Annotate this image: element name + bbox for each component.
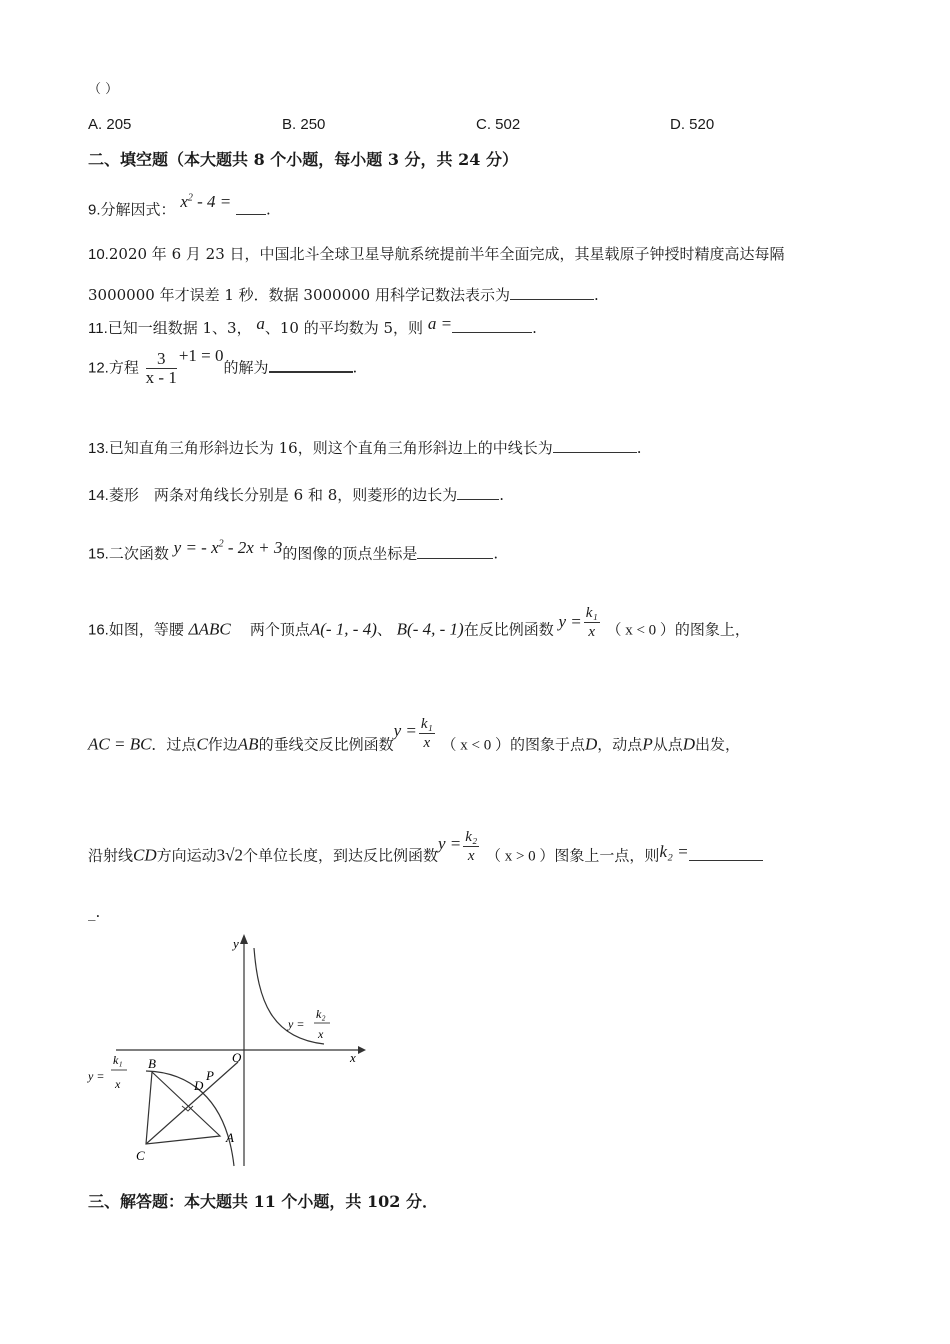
x-axis-arrow xyxy=(358,1046,366,1054)
question-16-line1: 16.如图，等腰 ΔABC 两个顶点A(- 1, - 4)、 B(- 4, - 1)在反比例函数 y = $\frac{\text{k₁}}{x}$ （ x < 0 ）的图象上， xyxy=(88,605,750,640)
fn-left-y: y = xyxy=(88,1069,105,1083)
fn-left-den: x xyxy=(115,1077,121,1091)
hyperbola-k1 xyxy=(146,1071,234,1166)
question-11: 11.已知一组数据 1、3， a、10 的平均数为 5，则 a = . xyxy=(88,314,537,337)
question-10: 10.2020 年 6 月 23 日，中国北斗全球卫星导航系统提前半年全面完成，其星载原子钟授时精度高达每隔 xyxy=(88,245,785,263)
q8-answer-bracket: （ ） xyxy=(88,82,119,97)
question-16-line3: 沿射线CD方向运动3√2个单位长度，到达反比例函数y = $\frac{\text{k₂}}{x}$ （ x > 0 ）图象上一点，则k₂ = xyxy=(88,838,763,875)
fn-left-num: k₁ xyxy=(113,1053,123,1067)
question-14: 14.菱形 两条对角线长分别是 6 和 8，则菱形的边长为 . xyxy=(88,483,504,506)
ray-cd xyxy=(146,1062,238,1144)
question-9: 9.分解因式： $x^2 - 4$ = . xyxy=(88,191,271,219)
coordinate-figure xyxy=(86,930,376,1175)
y-axis-arrow xyxy=(240,934,248,944)
section3-title: 三、解答题：本大题共 11 个小题，共 102 分． xyxy=(88,1192,438,1211)
question-10-line2: 3000000 年才误差 1 秒．数据 3000000 用科学记数法表示为 . xyxy=(88,283,599,305)
question-15: 15.二次函数 y = - $x^2 - 2x + 3$的图像的顶点坐标是 . xyxy=(88,537,499,563)
y-axis-label: y xyxy=(233,936,239,951)
section2-title: 二、填空题（本大题共 8 个小题，每小题 3 分，共 24 分） xyxy=(88,150,518,169)
label-d: D xyxy=(194,1078,204,1093)
option-a: A. 205 xyxy=(88,116,132,133)
question-13: 13.已知直角三角形斜边长为 16，则这个直角三角形斜边上的中线长为 . xyxy=(88,436,642,459)
fn-right-y: y = xyxy=(288,1017,305,1031)
question-16-line4: _. xyxy=(88,903,101,921)
origin-label: O xyxy=(232,1050,242,1065)
question-12: 12.方程 $\frac{3}{x - 1}$ +1 = 0的解为 . xyxy=(88,345,358,387)
option-d: D. 520 xyxy=(670,116,715,133)
label-p: P xyxy=(206,1068,214,1083)
fn-right-den: x xyxy=(318,1027,324,1041)
label-c: C xyxy=(136,1148,145,1163)
option-c: C. 502 xyxy=(476,116,521,133)
x-axis-label: x xyxy=(350,1050,356,1065)
label-a: A xyxy=(226,1130,234,1145)
fn-right-num: k₂ xyxy=(316,1007,326,1021)
option-b: B. 250 xyxy=(282,116,326,133)
label-b: B xyxy=(148,1056,156,1071)
question-16-line2: AC = BC．过点C作边AB的垂线交反比例函数y = $\frac{\text{k₁}}{x}$ （ x < 0 ）的图象于点D，动点P从点D出发， xyxy=(88,716,741,754)
